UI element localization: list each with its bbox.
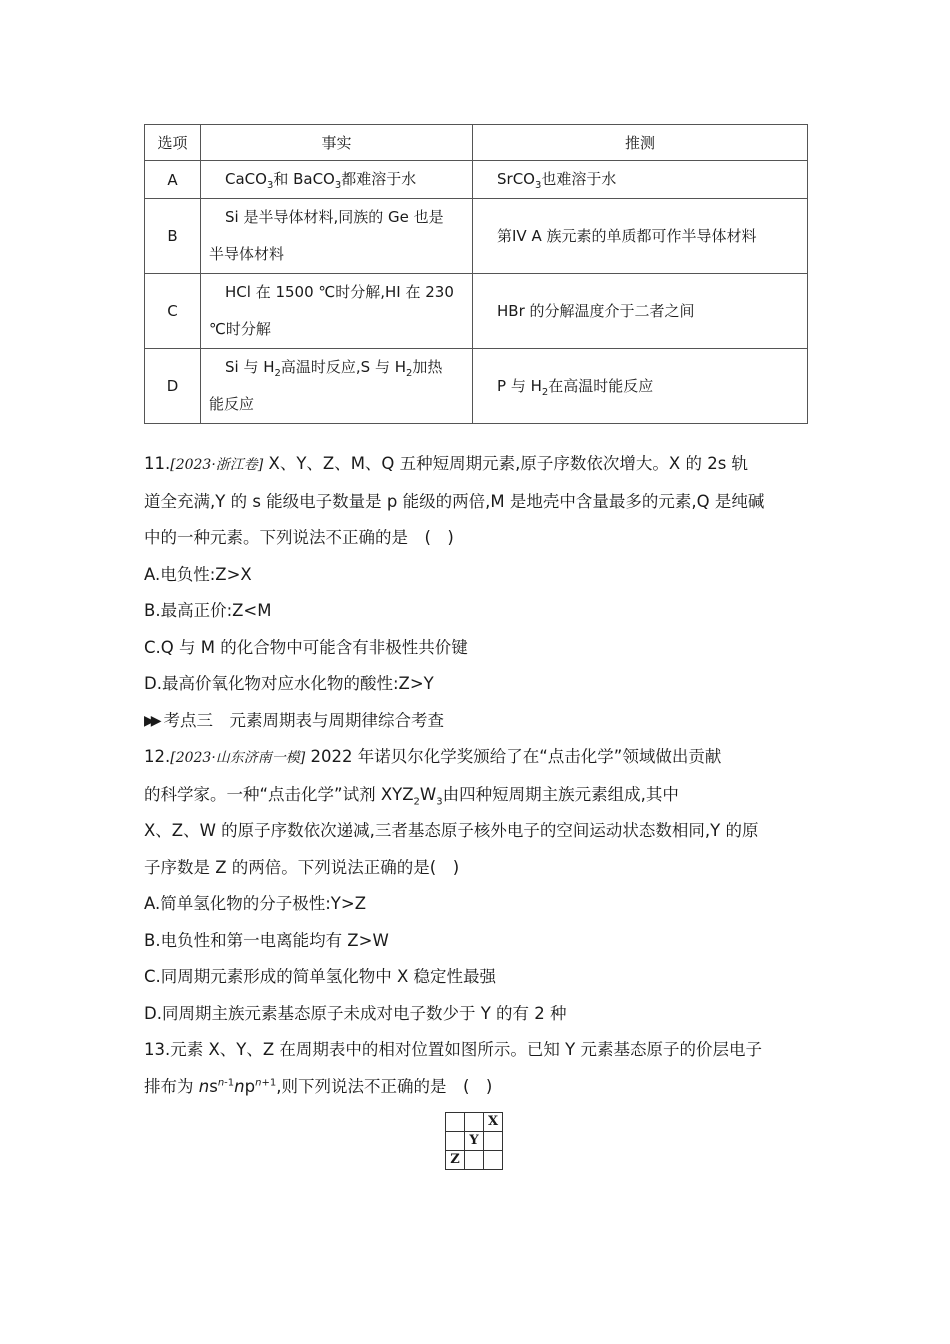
fact-cell: HCl 在 1500 ℃时分解,HI 在 230 ℃时分解 xyxy=(201,274,473,349)
grid-cell xyxy=(446,1113,465,1132)
double-chevron-icon: ▶▶ xyxy=(144,712,158,729)
answer-option: B.电负性和第一电离能均有 Z>W xyxy=(144,930,389,950)
option-cell: D xyxy=(145,349,201,424)
fact-cell: Si 是半导体材料,同族的 Ge 也是 半导体材料 xyxy=(201,199,473,274)
grid-cell xyxy=(465,1113,484,1132)
guess-cell: SrCO$_3$也难溶于水 xyxy=(473,161,808,199)
answer-option: C.Q 与 M 的化合物中可能含有非极性共价键 xyxy=(144,637,468,657)
answer-option: A.简单氢化物的分子极性:Y>Z xyxy=(144,894,367,913)
section-heading: ▶▶ 考点三 元素周期表与周期律综合考查 xyxy=(144,703,804,740)
periodic-position-grid xyxy=(445,1112,503,1170)
answer-option: C.同周期元素形成的简单氢化物中 X 稳定性最强 xyxy=(144,967,497,986)
grid-cell xyxy=(446,1132,465,1151)
grid-cell: Z xyxy=(446,1151,465,1170)
question-stem: 12.[2023·山东济南一模] 2022 年诺贝尔化学奖颁给了在“点击化学”领域做出贡献 xyxy=(144,747,722,766)
option-cell: C xyxy=(145,274,201,349)
header-guess: 推测 xyxy=(473,125,808,161)
question-13-stem: 13.元素 X、Y、Z 在周期表中的相对位置如图所示。已知 Y 元素基态原子的价层电子 xyxy=(144,1040,762,1059)
guess-cell: P 与 $H_2$在高温时能反应 xyxy=(473,349,808,424)
answer-option: D.同周期主族元素基态原子未成对电子数少于 Y 的有 2 种 xyxy=(144,1003,567,1023)
grid-cell: Y xyxy=(465,1132,484,1151)
grid-cell: X xyxy=(484,1113,503,1132)
header-option: 选项 xyxy=(145,125,201,161)
fact-guess-table xyxy=(144,124,808,424)
table-row xyxy=(145,199,808,274)
header-fact: 事实 xyxy=(201,125,473,161)
grid-cell xyxy=(465,1151,484,1170)
answer-option: A.电负性:Z>X xyxy=(144,564,252,584)
question-stem: 11.[2023·浙江卷] X、Y、Z、M、Q 五种短周期元素,原子序数依次增大。X 的 2s 轨 xyxy=(144,454,749,473)
grid-cell xyxy=(484,1132,503,1151)
question-source: [2023·浙江卷] xyxy=(170,457,264,473)
guess-cell: 第IV A 族元素的单质都可作半导体材料 xyxy=(473,199,808,274)
fact-cell: CaCO$_3$和 BaCO$_3$都难溶于水 xyxy=(201,161,473,199)
guess-cell: HBr 的分解温度介于二者之间 xyxy=(473,274,808,349)
question-source: [2023·山东济南一模] xyxy=(170,750,306,766)
question-11: 11.[2023·浙江卷] X、Y、Z、M、Q 五种短周期元素,原子序数依次增大。X 的 2s 轨 道全充满,Y 的 s 能级电子数量是 p 能级的两倍,M 是地壳中含量最多的元素,Q 是纯碱 中的一种元素。下列说法不正确的是 ( ) A.电负性:Z>X B.最高正价:Z<M C.Q 与 M 的化合物中可能含有非极性共价键 D.最高价氧化物对应水化物的酸性:Z>Y ▶▶ 考点三 元素周期表与周期律综合考查 12.[2023·山东济南一模] 2022 年诺贝尔化学奖颁给了在“点击化学”领域做出贡献 的科学家。一种“点击化学”试剂 $XYZ_2W_3$由四种短周期主族元素组成,其中 X、Z、W 的原子序数依次递减,三者基态原子核外电子的空间运动状态数相同,Y 的原 子序数是 Z 的两倍。下列说法正确的是( ) A.简单氢化物的分子极性:Y>Z B.电负性和第一电离能均有 Z>W C.同周期元素形成的简单氢化物中 X 稳定性最强 D.同周期主族元素基态原子未成对电子数少于 Y 的有 2 种 13.元素 X、Y、Z 在周期表中的相对位置如图所示。已知 Y 元素基态原子的价层电子 排布为 $ns^{n-1}np^{n+1}$,则下列说法不正确的是 ( ) xyxy=(144,446,804,1105)
option-cell: B xyxy=(145,199,201,274)
table-row xyxy=(145,349,808,424)
answer-option: B.最高正价:Z<M xyxy=(144,601,272,620)
fact-cell: Si 与 $H_2$高温时反应,S 与 $H_2$加热 能反应 xyxy=(201,349,473,424)
option-cell: A xyxy=(145,161,201,199)
table-row xyxy=(145,161,808,199)
answer-option: D.最高价氧化物对应水化物的酸性:Z>Y xyxy=(144,674,434,693)
grid-cell xyxy=(484,1151,503,1170)
table-row xyxy=(145,274,808,349)
